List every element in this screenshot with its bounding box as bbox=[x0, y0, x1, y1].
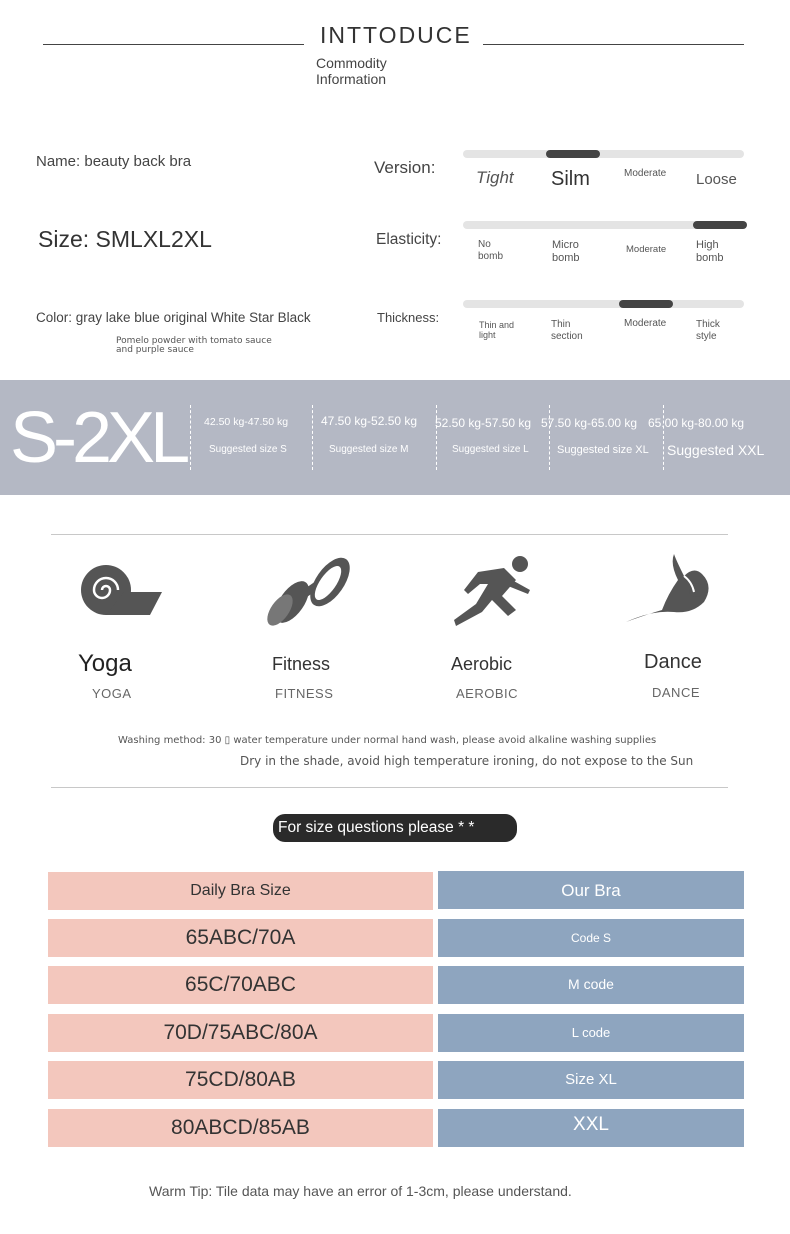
thickness-option-selected: Moderate bbox=[624, 318, 667, 329]
table-row-right: Size XL bbox=[438, 1061, 744, 1099]
washing-method: Washing method: 30 ▯ water temperature under normal hand wash, please avoid alkaline washing supplies bbox=[118, 735, 657, 746]
sport-label-dance: Dance bbox=[644, 651, 702, 673]
elasticity-option-selected: High bomb bbox=[696, 239, 724, 264]
thickness-track bbox=[463, 300, 744, 308]
table-row-left: 70D/75ABC/80A bbox=[48, 1014, 433, 1052]
band-weight: 57.50 kg-65.00 kg bbox=[541, 416, 638, 430]
size-range-band bbox=[0, 380, 790, 495]
product-color: Color: gray lake blue original White Star Black bbox=[36, 310, 311, 325]
band-weight: 42.50 kg-47.50 kg bbox=[204, 416, 289, 428]
product-name: Name: beauty back bra bbox=[36, 153, 192, 170]
sports-rule-top bbox=[51, 534, 728, 535]
sport-caption-aerobic: AEROBIC bbox=[456, 686, 519, 701]
band-size: Suggested size XL bbox=[557, 444, 649, 456]
elasticity-option: Moderate bbox=[626, 244, 667, 255]
thickness-option: Thin and light bbox=[479, 320, 515, 341]
band-size: Suggested size S bbox=[209, 444, 287, 455]
table-row-left: 75CD/80AB bbox=[48, 1061, 433, 1099]
thickness-knob bbox=[619, 300, 673, 308]
version-option: Loose bbox=[696, 171, 737, 188]
product-color-note: Pomelo powder with tomato sauce and purple sauce bbox=[116, 336, 272, 355]
band-weight: 65.00 kg-80.00 kg bbox=[648, 416, 745, 430]
yoga-mat-icon bbox=[76, 550, 166, 630]
section-title: INTTODUCE bbox=[320, 22, 472, 48]
band-divider bbox=[663, 405, 664, 470]
band-size: Suggested size M bbox=[329, 444, 409, 455]
drying-note: Dry in the shade, avoid high temperature ironing, do not expose to the Sun bbox=[240, 754, 694, 768]
sport-label-aerobic: Aerobic bbox=[451, 654, 513, 674]
header-rule-left bbox=[43, 44, 304, 45]
sport-caption-fitness: FITNESS bbox=[275, 686, 334, 701]
table-header-right: Our Bra bbox=[438, 871, 744, 909]
table-row-right: M code bbox=[438, 966, 744, 1004]
size-range-title: S-2XL bbox=[10, 398, 186, 478]
version-option: Tight bbox=[476, 168, 514, 187]
band-size: Suggested size L bbox=[452, 444, 529, 455]
table-row-left: 65ABC/70A bbox=[48, 919, 433, 957]
version-knob bbox=[546, 150, 600, 158]
sports-rule-bottom bbox=[51, 787, 728, 788]
thickness-option: Thick style bbox=[696, 319, 720, 342]
band-divider bbox=[549, 405, 550, 470]
sport-caption-dance: DANCE bbox=[652, 685, 701, 700]
header-rule-right bbox=[483, 44, 744, 45]
band-weight: 52.50 kg-57.50 kg bbox=[435, 416, 532, 430]
thickness-option: Thin section bbox=[551, 319, 583, 342]
elasticity-option: Micro bomb bbox=[552, 239, 580, 264]
dancer-icon bbox=[622, 550, 712, 630]
sport-label-yoga: Yoga bbox=[78, 650, 132, 677]
table-row-right: L code bbox=[438, 1014, 744, 1052]
band-divider bbox=[436, 405, 437, 470]
runner-icon bbox=[446, 550, 536, 630]
version-track bbox=[463, 150, 744, 158]
version-option: Moderate bbox=[624, 168, 667, 179]
elasticity-knob bbox=[693, 221, 747, 229]
warm-tip: Warm Tip: Tile data may have an error of 1-3cm, please understand. bbox=[149, 1183, 572, 1199]
band-divider bbox=[190, 405, 191, 470]
table-row-left: 65C/70ABC bbox=[48, 966, 433, 1004]
band-divider bbox=[312, 405, 313, 470]
size-question-banner: For size questions please * * bbox=[273, 814, 517, 842]
band-size: Suggested XXL bbox=[667, 442, 765, 458]
dumbbell-icon bbox=[262, 550, 352, 630]
thickness-label: Thickness: bbox=[377, 310, 440, 325]
band-weight: 47.50 kg-52.50 kg bbox=[321, 414, 418, 428]
table-row-right: XXL bbox=[438, 1109, 744, 1147]
product-size: Size: SMLXL2XL bbox=[38, 226, 212, 252]
sport-caption-yoga: YOGA bbox=[92, 686, 132, 701]
table-header-left: Daily Bra Size bbox=[48, 872, 433, 910]
version-label: Version: bbox=[374, 158, 436, 177]
elasticity-label: Elasticity: bbox=[376, 231, 442, 248]
version-option-selected: Silm bbox=[551, 168, 590, 190]
table-row-right: Code S bbox=[438, 919, 744, 957]
section-subtitle: Commodity Information bbox=[316, 55, 387, 87]
sport-label-fitness: Fitness bbox=[272, 654, 331, 674]
elasticity-track bbox=[463, 221, 744, 229]
table-row-left: 80ABCD/85AB bbox=[48, 1109, 433, 1147]
elasticity-option: No bomb bbox=[478, 239, 504, 262]
